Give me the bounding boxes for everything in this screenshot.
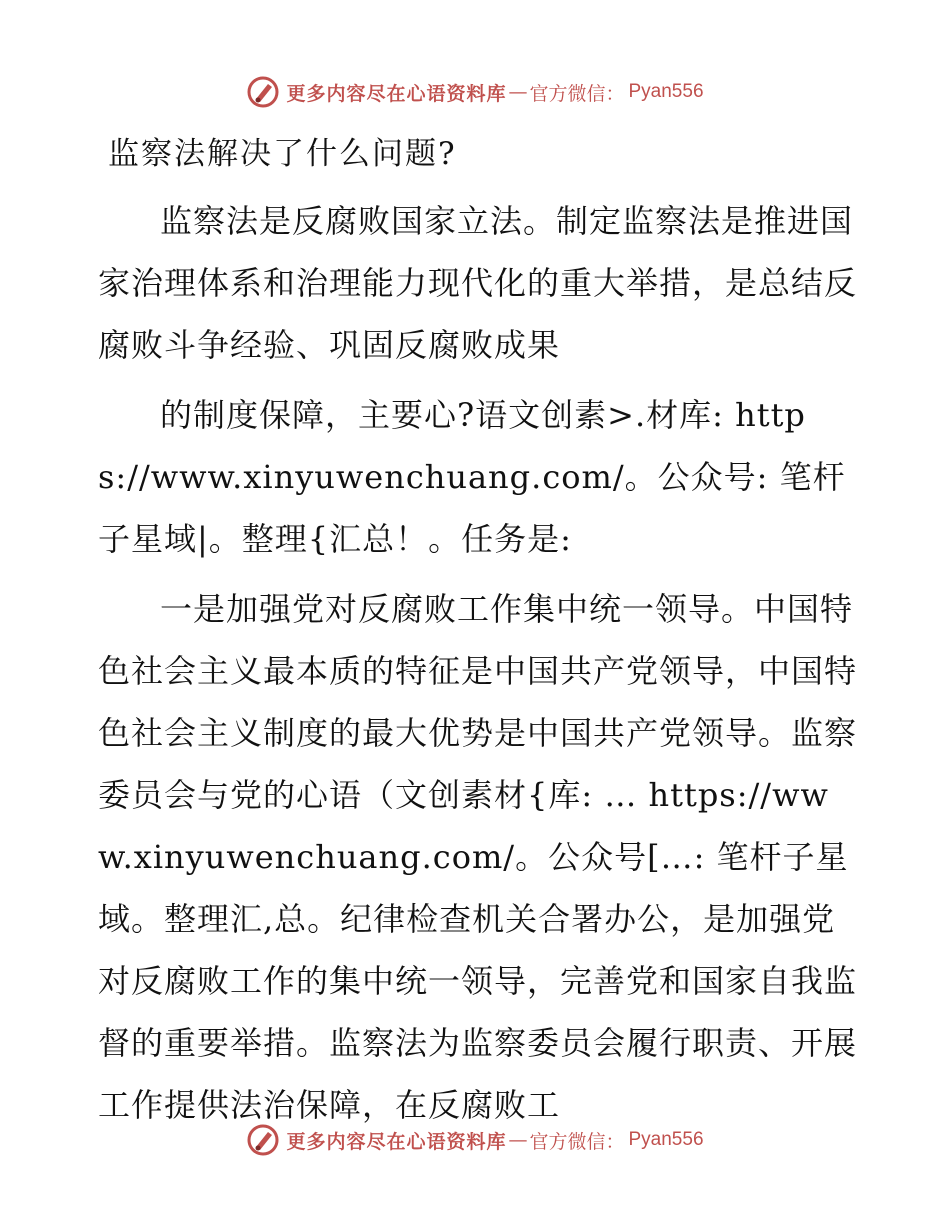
banner-wechat-id: Pyan556	[628, 1129, 704, 1150]
header-banner	[0, 72, 950, 112]
footer-banner	[0, 1120, 950, 1160]
pen-nib-logo-icon	[246, 75, 280, 109]
banner-dash: —	[508, 81, 528, 103]
paragraph-3: 一是加强党对反腐败工作集中统一领导。中国特色社会主义最本质的特征是中国共产党领导，中国特色社会主义制度的最大优势是中国共产党领导。监察委员会与党的心语（文创素材{库: … https://www.xinyuwenchuang.com/。公众号[…: 笔杆子星域。整理汇,总。纪律检查机关合署办公，是加强党对反腐败工作的集中统一领导，完善党和国家自我监督的重要举措。监察法为监察委员会履行职责、开展工作提供法治保障，在反腐败工	[98, 590, 858, 1124]
banner-dash: —	[508, 1129, 528, 1151]
banner-label: 官方微信：	[529, 82, 625, 105]
pen-nib-logo-icon	[246, 1123, 280, 1157]
document-title: 监察法解决了什么问题?	[108, 136, 457, 172]
document-body	[98, 190, 858, 1136]
paragraph-2: 的制度保障，主要心?语文创素>.材库: https://www.xinyuwenchuang.com/。公众号: 笔杆子星域|。整理{汇总！。任务是:	[98, 396, 846, 558]
banner-label: 官方微信：	[529, 1130, 625, 1153]
banner-wechat-id: Pyan556	[628, 81, 704, 102]
paragraph-1: 监察法是反腐败国家立法。制定监察法是推进国家治理体系和治理能力现代化的重大举措，是总结反腐败斗争经验、巩固反腐败成果	[98, 202, 858, 364]
banner-text: 更多内容尽在心语资料库	[286, 1130, 507, 1153]
banner-text: 更多内容尽在心语资料库	[286, 82, 507, 105]
